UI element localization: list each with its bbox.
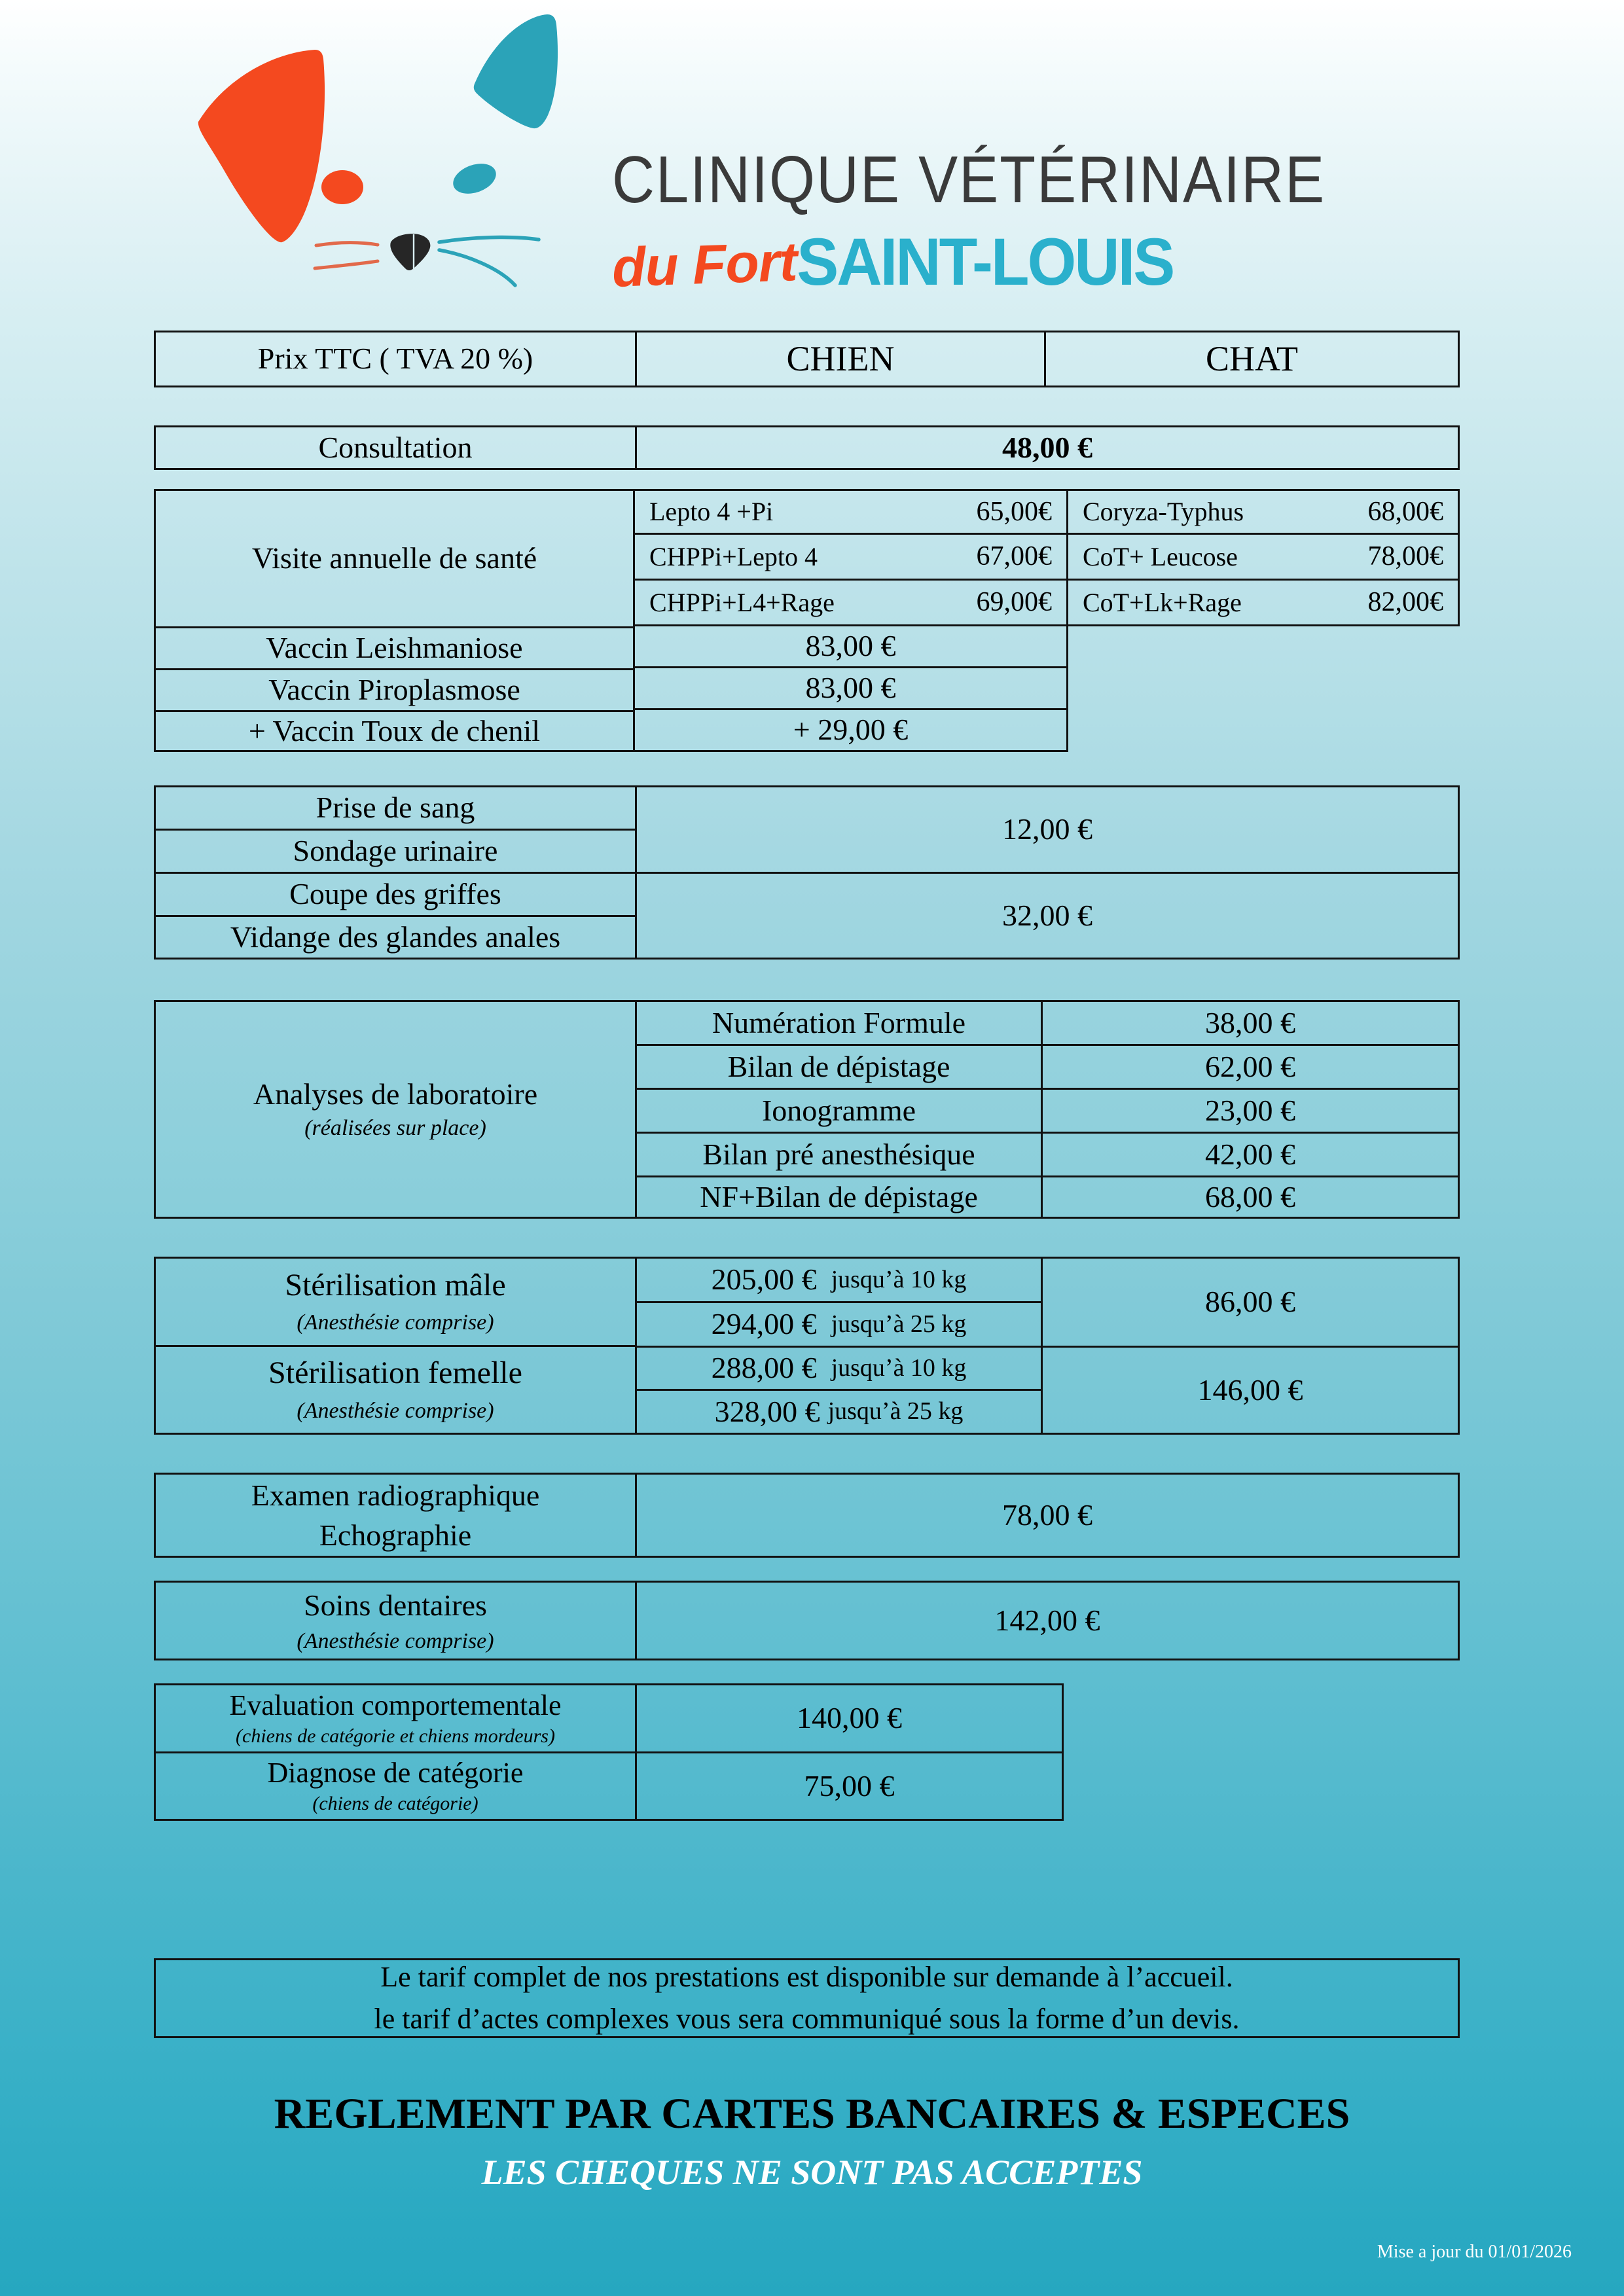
- table-header-row: [154, 331, 1460, 387]
- block-behaviour: [154, 1683, 1064, 1821]
- vaccine-label-0: Vaccin Leishmaniose: [154, 626, 635, 668]
- lab-price-3: 42,00 €: [1043, 1134, 1458, 1177]
- sterilisation-male-dog-1: [637, 1303, 1041, 1348]
- block-basic-acts: [154, 785, 1460, 960]
- sterilisation-male-dog-price-1: 294,00 €: [711, 1307, 817, 1341]
- sterilisation-female-label: Stérilisation femelle: [268, 1355, 522, 1391]
- act-label-vidange-glandes: Vidange des glandes anales: [230, 920, 561, 954]
- brand-saint-louis: SAINT-LOUIS: [797, 224, 1174, 300]
- brand-clinic-name: CLINIQUE VÉTÉRINAIRE: [612, 143, 1326, 217]
- vaccine-label-2: + Vaccin Toux de chenil: [154, 710, 635, 752]
- imaging-price: 78,00 €: [1002, 1498, 1092, 1532]
- act-label-coupe-griffes: Coupe des griffes: [156, 874, 635, 917]
- lab-price-2: 23,00 €: [1043, 1090, 1458, 1134]
- block-imaging: [154, 1473, 1460, 1558]
- imaging-label-radiographie: Examen radiographique: [251, 1479, 540, 1512]
- sterilisation-male-cat-price: 86,00 €: [1043, 1259, 1458, 1348]
- sterilisation-female-cat-price: 146,00 €: [1197, 1372, 1303, 1407]
- dog-vaccine-name-1: CHPPi+Lepto 4: [649, 541, 818, 571]
- behaviour-price-1: 75,00 €: [804, 1768, 895, 1803]
- block-sterilisation: [154, 1257, 1460, 1435]
- annual-visit-cat-row-2: [1068, 581, 1460, 626]
- behaviour-price-0: 140,00 €: [637, 1685, 1062, 1753]
- act-price-group2: 32,00 €: [1002, 898, 1092, 932]
- annual-visit-cat-row-0: [1068, 489, 1460, 535]
- sterilisation-female-dog-0: [637, 1348, 1041, 1391]
- sterilisation-female-sublabel: (Anesthésie comprise): [297, 1398, 494, 1423]
- sterilisation-male-label: Stérilisation mâle: [285, 1267, 506, 1302]
- annual-visit-dog-row-1: [635, 535, 1068, 581]
- dental-sublabel: (Anesthésie comprise): [297, 1628, 494, 1653]
- dog-vaccine-name-0: Lepto 4 +Pi: [649, 497, 774, 526]
- behaviour-label-1: Diagnose de catégorie: [267, 1757, 524, 1789]
- vaccine-price-1: 83,00 €: [635, 668, 1068, 710]
- annual-visit-dog-row-0: [635, 489, 1068, 535]
- lab-name-1: Bilan de dépistage: [637, 1046, 1041, 1090]
- block-annual-visit: [154, 489, 1460, 772]
- dog-vaccine-name-2: CHPPi+L4+Rage: [649, 587, 835, 617]
- block-lab-analyses: [154, 1000, 1460, 1219]
- behaviour-label-0: Evaluation comportementale: [229, 1689, 562, 1721]
- brand-du-fort: du Fort: [611, 230, 798, 298]
- lab-name-4: NF+Bilan de dépistage: [700, 1179, 978, 1213]
- lab-sublabel: (réalisées sur place): [304, 1116, 486, 1141]
- sterilisation-female-dog-price-0: 288,00 €: [711, 1351, 817, 1385]
- consultation-price: 48,00 €: [1002, 430, 1092, 464]
- header-cat: CHAT: [1205, 339, 1298, 379]
- dog-vaccine-price-2: 69,00€: [976, 587, 1052, 618]
- lab-label: Analyses de laboratoire: [253, 1077, 538, 1111]
- lab-price-1: 62,00 €: [1043, 1046, 1458, 1090]
- vaccine-price-0: 83,00 €: [635, 626, 1068, 668]
- payment-methods-heading: REGLEMENT PAR CARTES BANCAIRES & ESPECES: [274, 2090, 1350, 2138]
- sterilisation-male-dog-note-1: jusqu’à 25 kg: [831, 1310, 967, 1338]
- lab-label-cell: [156, 1002, 637, 1217]
- notice-box: [154, 1958, 1460, 2038]
- lab-price-0: 38,00 €: [1043, 1002, 1458, 1046]
- imaging-label-echographie: Echographie: [319, 1518, 472, 1552]
- cat-vaccine-price-0: 68,00€: [1367, 496, 1443, 527]
- sterilisation-female-dog-note-1: jusqu’à 25 kg: [827, 1397, 964, 1426]
- behaviour-label-cell-1: [156, 1753, 635, 1819]
- sterilisation-female-dog-note-0: jusqu’à 10 kg: [831, 1354, 967, 1382]
- cat-vaccine-price-1: 78,00€: [1367, 541, 1443, 572]
- sterilisation-male-sublabel: (Anesthésie comprise): [297, 1310, 494, 1335]
- lab-name-2: Ionogramme: [637, 1090, 1041, 1134]
- annual-visit-dog-row-2: [635, 581, 1068, 626]
- consultation-label: Consultation: [156, 427, 637, 468]
- last-updated-date: Mise a jour du 01/01/2026: [1377, 2242, 1572, 2262]
- cat-vaccine-name-2: CoT+Lk+Rage: [1083, 587, 1242, 617]
- header-dog: CHIEN: [637, 332, 1046, 386]
- dog-vaccine-price-0: 65,00€: [976, 496, 1052, 527]
- header-price-label: Prix TTC ( TVA 20 %): [156, 332, 637, 386]
- notice-line-1: Le tarif complet de nos prestations est disponible sur demande à l’accueil.: [380, 1961, 1233, 1994]
- sterilisation-female-dog-price-1: 328,00 €: [714, 1394, 820, 1428]
- dog-vaccine-price-1: 67,00€: [976, 541, 1052, 572]
- annual-visit-cat-row-1: [1068, 535, 1460, 581]
- behaviour-sublabel-0: (chiens de catégorie et chiens mordeurs): [236, 1725, 555, 1747]
- behaviour-label-cell-0: [156, 1685, 635, 1753]
- sterilisation-female-label-cell: [156, 1347, 635, 1433]
- lab-name-0: Numération Formule: [637, 1002, 1041, 1046]
- row-consultation: [154, 425, 1460, 470]
- act-label-sondage-urinaire: Sondage urinaire: [156, 831, 635, 874]
- act-price-group1: 12,00 €: [637, 787, 1458, 874]
- act-label-prise-de-sang: Prise de sang: [156, 787, 635, 831]
- cat-vaccine-name-0: Coryza-Typhus: [1083, 497, 1244, 526]
- sterilisation-male-label-cell: [156, 1259, 635, 1347]
- cat-vaccine-price-2: 82,00€: [1367, 587, 1443, 618]
- block-dental: [154, 1581, 1460, 1660]
- dental-label: Soins dentaires: [304, 1588, 487, 1622]
- vaccine-label-1: Vaccin Piroplasmose: [154, 668, 635, 710]
- behaviour-sublabel-1: (chiens de catégorie): [312, 1793, 478, 1815]
- lab-name-3: Bilan pré anesthésique: [637, 1134, 1041, 1177]
- annual-visit-label: Visite annuelle de santé: [154, 489, 635, 626]
- sterilisation-male-dog-0: [637, 1259, 1041, 1303]
- notice-line-2: le tarif d’actes complexes vous sera communiqué sous la forme d’un devis.: [374, 2003, 1240, 2035]
- vaccine-price-2: + 29,00 €: [635, 710, 1068, 752]
- sterilisation-female-dog-1: [637, 1391, 1041, 1433]
- sterilisation-male-dog-note-0: jusqu’à 10 kg: [831, 1265, 967, 1293]
- sterilisation-male-dog-price-0: 205,00 €: [711, 1263, 817, 1297]
- lab-price-4: 68,00 €: [1205, 1179, 1295, 1213]
- dental-price: 142,00 €: [994, 1603, 1100, 1637]
- cat-vaccine-name-1: CoT+ Leucose: [1083, 541, 1238, 571]
- payment-cheques-notice: LES CHEQUES NE SONT PAS ACCEPTES: [481, 2153, 1143, 2192]
